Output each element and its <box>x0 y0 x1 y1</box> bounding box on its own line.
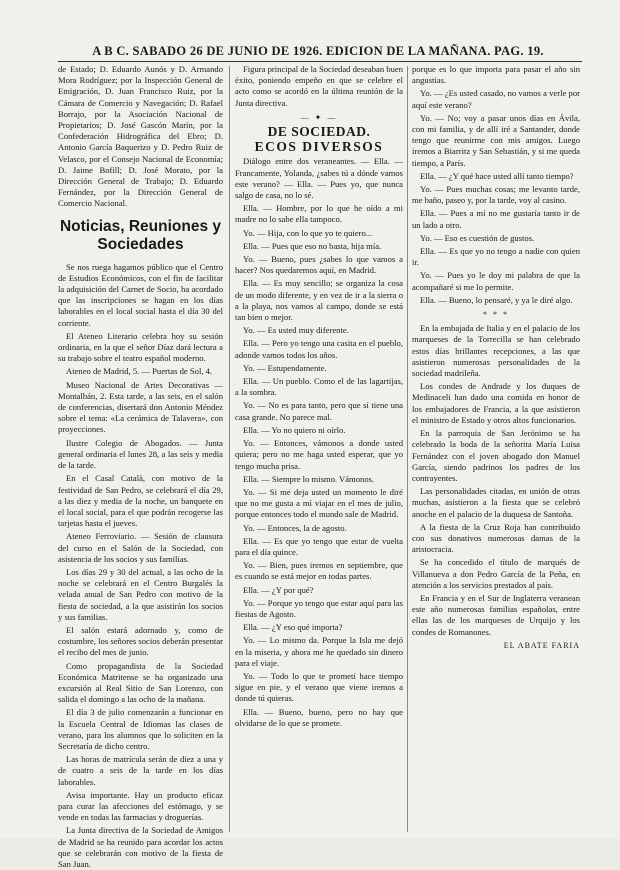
ornament-divider: — ✦ — <box>300 112 338 122</box>
col2-paragraph: Yo. — Entonces, la de agosto. <box>243 522 347 533</box>
column-divider <box>407 66 408 832</box>
col3-paragraph: Se ha concedido el título de marqués de Villanueva a don Pedro García de la Peña, en atención a los servicios prestados al país. <box>412 557 580 590</box>
col1-paragraph: La Junta directiva de la Sociedad de Amigos de Madrid se ha reunido para acordar los actos que se celebrarán con motivo de la fiesta de San Juan. <box>58 825 223 869</box>
col2-paragraph: Yo. — Entonces, vámonos a donde usted quiera; pero no me haga usted esperar, que yo tengo mucha prisa. <box>235 438 403 471</box>
section-heading-noticias: Noticias, Reuniones y Sociedades <box>59 217 222 253</box>
col3-paragraph: Las personalidades citadas, en unión de otras muchas, asistieron a la fiesta que se celebró anoche en el palacio de la duquesa de Santoña. <box>412 486 580 519</box>
col3-paragraph: Yo. — Pues yo le doy mi palabra de que la acompañaré si me lo permite. <box>412 270 580 292</box>
col3-paragraph: Ella. — Bueno, lo pensaré, y ya le diré algo. <box>420 294 573 305</box>
col1-paragraph: Ateneo de Madrid, 5. — Puertas de Sol, 4. <box>66 366 213 377</box>
col3-paragraph: Yo. — ¿Es usted casado, no vamos a verle por aquí este verano? <box>412 88 580 110</box>
col2-paragraph: Yo. — Lo mismo da. Porque la Isla me dejó en la miseria, y ahora me he quedado sin dinero para el viaje. <box>235 635 403 668</box>
section-heading-sociedad: DE SOCIEDAD. <box>267 124 371 140</box>
col2-paragraph: Yo. — No es para tanto, pero que sí tiene una casa grande. No parece mal. <box>235 400 403 422</box>
col1-paragraph: El salón estará adornado y, como de costumbre, los señores socios deberán presentar el recibo del mes de junio. <box>58 624 223 658</box>
col3-paragraph: Ella. — Pues a mí no me gustaría tanto ir de un lado a otro. <box>412 208 580 230</box>
col3-paragraph: En la embajada de Italia y en el palacio de los marqueses de la Torrecilla se han celebrado estos días brillantes recepciones, a las que asistieron numerosas personalidades de la sociedad madrileña. <box>412 323 580 379</box>
col2-paragraph: Ella. — Yo no quiero ni oírlo. <box>243 424 346 435</box>
col1-paragraph: Ilustre Colegio de Abogados. — Junta general ordinaria el lunes 28, a las seis y media de la tarde. <box>58 437 223 471</box>
col2-paragraph: Ella. — ¿Y eso qué importa? <box>243 622 343 633</box>
col3-paragraph: En la parroquia de San Jerónimo se ha celebrado la boda de la señorita María Luisa Fernández con el joven abogado don Manuel García, siendo padrinos los padres de los contrayentes. <box>412 428 580 483</box>
col1-paragraph: de Estado; D. Eduardo Aunós y D. Armando Mora Rodríguez; por la Inspección General de Emigración, D. Juan Francisco Ruiz, por la Cámara de Comercio y Navegación; D. Rafael Borrajo, por la Asociación Nacional de Propietarios; D. José Gascón Marín, por la Confederación Hidrográfica del Ebro; D. Antonio García Baquerizo y D. Pedro Ruiz de Velasco, por el Consejo Nacional de Economía; D. Jaime Bofill; D. José Morato, por la Dirección General de Trabajo; D. Eduardo Fernández, por la Dirección General de Comercio Nacional. <box>58 64 223 209</box>
col2-paragraph: Ella. — Hombre, por lo que he oído a mi madre no lo sabe ella tampoco. <box>235 203 403 225</box>
ornament-divider: * * * <box>483 310 509 320</box>
col1-paragraph: Ateneo Ferroviario. — Sesión de clausura del curso en el Salón de la Sociedad, con asistencia de los socios y sus familias. <box>58 531 223 564</box>
author-signature: EL ABATE FARIA <box>503 640 580 650</box>
section-subheading-ecos: ECOS DIVERSOS <box>254 139 384 155</box>
col1-paragraph: Como propagandista de la Sociedad Económica Matritense se ha organizado una excursión al Real Sitio de San Lorenzo, con salida el domingo a las ocho de la mañana. <box>58 660 223 705</box>
col2-paragraph: Ella. — Es que yo tengo que estar de vuelta para el día quince. <box>235 535 403 557</box>
column-left <box>58 64 223 869</box>
col1-paragraph: Se nos ruega hagamos público que el Centro de Estudios Económicos, con el fin de facilitar la adquisición del Carnet de Socio, ha acordado que las inscripciones se hagan en los días laborables en el local social hasta el día 30 del corriente. <box>58 261 223 328</box>
col1-paragraph: Museo Nacional de Artes Decorativas — Montalbán, 2. Esta tarde, a las seis, en el salón de conferencias, disertará don Antonio Méndez sobre el tema: «La cerámica de Talavera», con proyecciones. <box>58 379 223 435</box>
col2-paragraph: Yo. — Bueno, pues ¿sabes lo que vamos a hacer? Nos quedaremos aquí, en Madrid. <box>235 254 403 276</box>
col1-paragraph: El día 3 de julio comenzarán a funcionar en la Escuela Central de Idiomas las clases de verano, para los alumnos que lo soliciten en la Secretaría de dicho centro. <box>58 707 223 751</box>
col2-paragraph: Ella. — Un pueblo. Como el de las lagartijas, a la sombra. <box>235 376 403 398</box>
col2-paragraph: Diálogo entre dos veraneantes. — Ella. — Francamente, Yolanda, ¿sabes tú a dónde vamos este verano? — Ella. — Pues yo, que nunca salgo de casa, no lo sé. <box>235 156 403 201</box>
header-rule <box>58 61 582 62</box>
col2-intro: Figura principal de la Sociedad deseaban buen éxito, poniendo empeño en que se celebre el acto como se acordó en la última reunión de la Junta directiva. <box>235 64 403 108</box>
col1-paragraph: Las horas de matrícula serán de diez a una y de cuatro a seis de la tarde en los días laborables. <box>58 754 223 787</box>
col3-paragraph: Yo. — Eso es cuestión de gustos. <box>420 232 535 243</box>
column-right <box>412 64 580 834</box>
col3-paragraph: Ella. — Es que yo no tengo a nadie con quien ir. <box>412 246 580 268</box>
col1-paragraph: Los días 29 y 30 del actual, a las ocho de la noche se celebrará en el Centro Burgalés la velada anual de San Pedro con motivo de la fiesta de sociedad, a la que asistirán los socios y sus familias. <box>58 566 223 622</box>
col2-paragraph: Ella. — ¿Y por qué? <box>243 584 314 595</box>
col3-paragraph: Ella. — ¿Y qué hace usted allí tanto tiempo? <box>420 170 574 181</box>
col3-paragraph: En Francia y en el Sur de Inglaterra veranean este año numerosas familias españolas, entre ellas las de los marqueses de Urquijo y los condes de Romanones. <box>412 592 580 637</box>
col2-paragraph: Yo. — Todo lo que te prometí hace tiempo sigue en pie, y el verano que viene iremos a donde tú quieras. <box>235 670 403 704</box>
col2-paragraph: Ella. — Es muy sencillo; se organiza la cosa de un modo diferente, y en vez de ir a la sierra o a la playa, nos vamos al campo, donde se está tan bien o mejor. <box>235 278 403 323</box>
col3-paragraph: porque es lo que importa para pasar el año sin angustias. <box>412 64 580 86</box>
col2-paragraph: Ella. — Bueno, bueno, pero no hay que olvidarse de lo que se promete. <box>235 706 403 728</box>
col1-paragraph: Avisa importante. Hay un producto eficaz para curar las afecciones del estómago, y se vende en todas las farmacias y droguerías. <box>58 789 223 823</box>
col2-paragraph: Yo. — Es usted muy diferente. <box>243 325 349 336</box>
column-middle <box>235 64 403 834</box>
page-header: A B C. SABADO 26 DE JUNIO DE 1926. EDICION DE LA MAÑANA. PAG. 19. <box>92 44 544 58</box>
col2-paragraph: Ella. — Siempre lo mismo. Vámonos. <box>243 473 375 484</box>
col2-paragraph: Ella. — Pues que eso no basta, hija mía. <box>243 240 382 251</box>
col1-paragraph: El Ateneo Literario celebra hoy su sesión ordinaria, en la que el señor Díaz dará lectura a su trabajo sobre el teatro español moderno. <box>58 330 223 364</box>
column-divider <box>229 66 230 832</box>
col2-paragraph: Yo. — Si me deja usted un momento le diré que no me gusta a mí viajar en el mes de julio, porque entonces todo el mundo sale de Madrid. <box>235 486 403 520</box>
col2-paragraph: Yo. — Hija, con lo que yo te quiero... <box>243 227 373 238</box>
col3-paragraph: A la fiesta de la Cruz Roja han contribuido con sus donativos numerosas damas de la aristocracia. <box>412 521 580 555</box>
col1-paragraph: En el Casal Català, con motivo de la festividad de San Pedro, se celebrará el día 29, a las diez y media de la noche, un banquete en el local social, para el que podrán recogerse las tarjetas hasta el jueves. <box>58 473 223 529</box>
col3-paragraph: Los condes de Andrade y los duques de Medinaceli han dado una comida en honor de los embajadores de Francia, a la que asistieron el ministro de Estado y otros altos funcionarios. <box>412 381 580 425</box>
col3-paragraph: Yo. — No; voy a pasar unos días en Ávila, con mi familia, y de allí iré a Santander, donde tengo que reunirme con mis amigos. Luego iremos a Biarritz y San Sebastián, y si me queda tiempo, a París. <box>412 112 580 168</box>
col2-paragraph: Yo. — Estupendamente. <box>243 362 327 373</box>
col2-paragraph: Yo. — Porque yo tengo que estar aquí para las fiestas de Agosto. <box>235 597 403 619</box>
col2-paragraph: Ella. — Pero yo tengo una casita en el pueblo, adonde vamos todos los años. <box>235 338 403 360</box>
col3-paragraph: Yo. — Pues muchas cosas; me levanto tarde, me baño, paseo y, por la tarde, voy al casino. <box>412 184 580 206</box>
col2-paragraph: Yo. — Bien, pues iremos en septiembre, que es cuando se está mejor en todas partes. <box>235 560 403 582</box>
